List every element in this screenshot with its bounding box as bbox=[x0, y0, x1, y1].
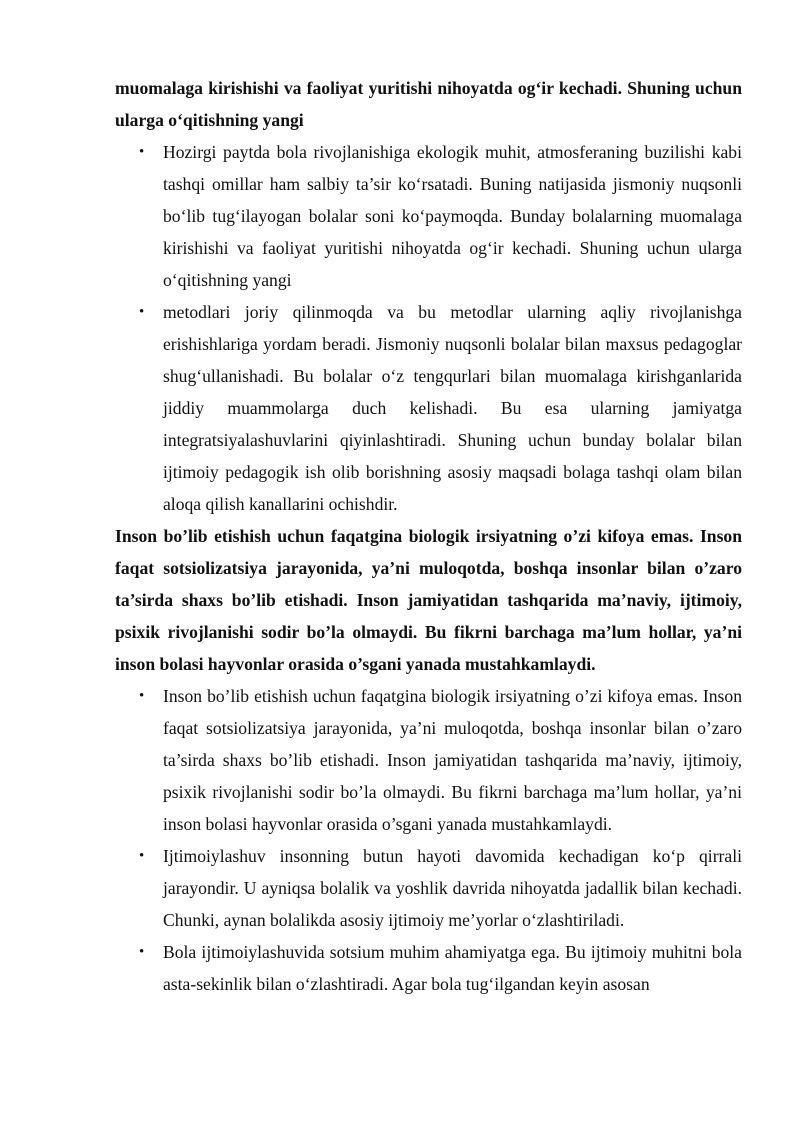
list-item bbox=[115, 840, 742, 936]
list-item-text: Bola ijtimoiylashuvida sotsium muhim ahamiyatga ega. Bu ijtimoiy muhitni bola asta-sekinlik bilan o‘zlashtiradi. Agar bola tug‘ilgandan keyin asosan bbox=[163, 942, 742, 994]
list-item bbox=[115, 296, 742, 520]
bullet-list bbox=[115, 136, 742, 520]
bold-paragraph: Inson bo’lib etishish uchun faqatgina biologik irsiyatning o’zi kifoya emas. Inson faqat sotsiolizatsiya jarayonida, ya’ni muloqotda, boshqa insonlar bilan o’zaro ta’sirda shaxs bo’lib etishadi. Inson jamiyatidan tashqarida ma’naviy, ijtimoiy, psixik rivojlanishi sodir bo’la olmaydi. Bu fikrni barchaga ma’lum hollar, ya’ni inson bolasi hayvonlar orasida o’sgani yanada mustahkamlaydi. bbox=[115, 526, 742, 674]
bullet-list bbox=[115, 680, 742, 1000]
bold-paragraph: muomalaga kirishishi va faoliyat yuritishi nihoyatda og‘ir kechadi. Shuning uchun ularga o‘qitishning yangi bbox=[115, 78, 742, 130]
list-item bbox=[115, 936, 742, 1000]
bullet-icon: • bbox=[139, 304, 145, 320]
bullet-icon: • bbox=[139, 944, 145, 960]
bullet-icon: • bbox=[139, 688, 145, 704]
page-content bbox=[115, 72, 742, 1000]
list-item-text: Inson bo’lib etishish uchun faqatgina biologik irsiyatning o’zi kifoya emas. Inson faqat sotsiolizatsiya jarayonida, ya’ni muloqotda, boshqa insonlar bilan o’zaro ta’sirda shaxs bo’lib etishadi. Inson jamiyatidan tashqarida ma’naviy, ijtimoiy, psixik rivojlanishi sodir bo’la olmaydi. Bu fikrni barchaga ma’lum hollar, ya’ni inson bolasi hayvonlar orasida o’sgani yanada mustahkamlaydi. bbox=[163, 686, 742, 834]
list-item bbox=[115, 680, 742, 840]
list-item-text: metodlari joriy qilinmoqda va bu metodlar ularning aqliy rivojlanishga erishishlariga yordam beradi. Jismoniy nuqsonli bolalar bilan maxsus pedagoglar shug‘ullanishadi. Bu bolalar o‘z tengqurlari bilan muomalaga kirishganlarida jiddiy muammolarga duch kelishadi. Bu esa ularning jamiyatga integratsiyalashuvlarini qiyinlashtiradi. Shuning uchun bunday bolalar bilan ijtimoiy pedagogik ish olib borishning asosiy maqsadi bolaga tashqi olam bilan aloqa qilish kanallarini ochishdir. bbox=[163, 302, 742, 514]
list-item-text: Ijtimoiylashuv insonning butun hayoti davomida kechadigan ko‘p qirrali jarayondir. U ayniqsa bolalik va yoshlik davrida nihoyatda jadallik bilan kechadi. Chunki, aynan bolalikda asosiy ijtimoiy me’yorlar o‘zlashtiriladi. bbox=[163, 846, 742, 930]
list-item bbox=[115, 136, 742, 296]
bullet-icon: • bbox=[139, 848, 145, 864]
list-item-text: Hozirgi paytda bola rivojlanishiga ekologik muhit, atmosferaning buzilishi kabi tashqi omillar ham salbiy ta’sir ko‘rsatadi. Buning natijasida jismoniy nuqsonli bo‘lib tug‘ilayogan bolalar soni ko‘paymoqda. Bunday bolalarning muomalaga kirishishi va faoliyat yuritishi nihoyatda og‘ir kechadi. Shuning uchun ularga o‘qitishning yangi bbox=[163, 142, 742, 290]
bullet-icon: • bbox=[139, 144, 145, 160]
